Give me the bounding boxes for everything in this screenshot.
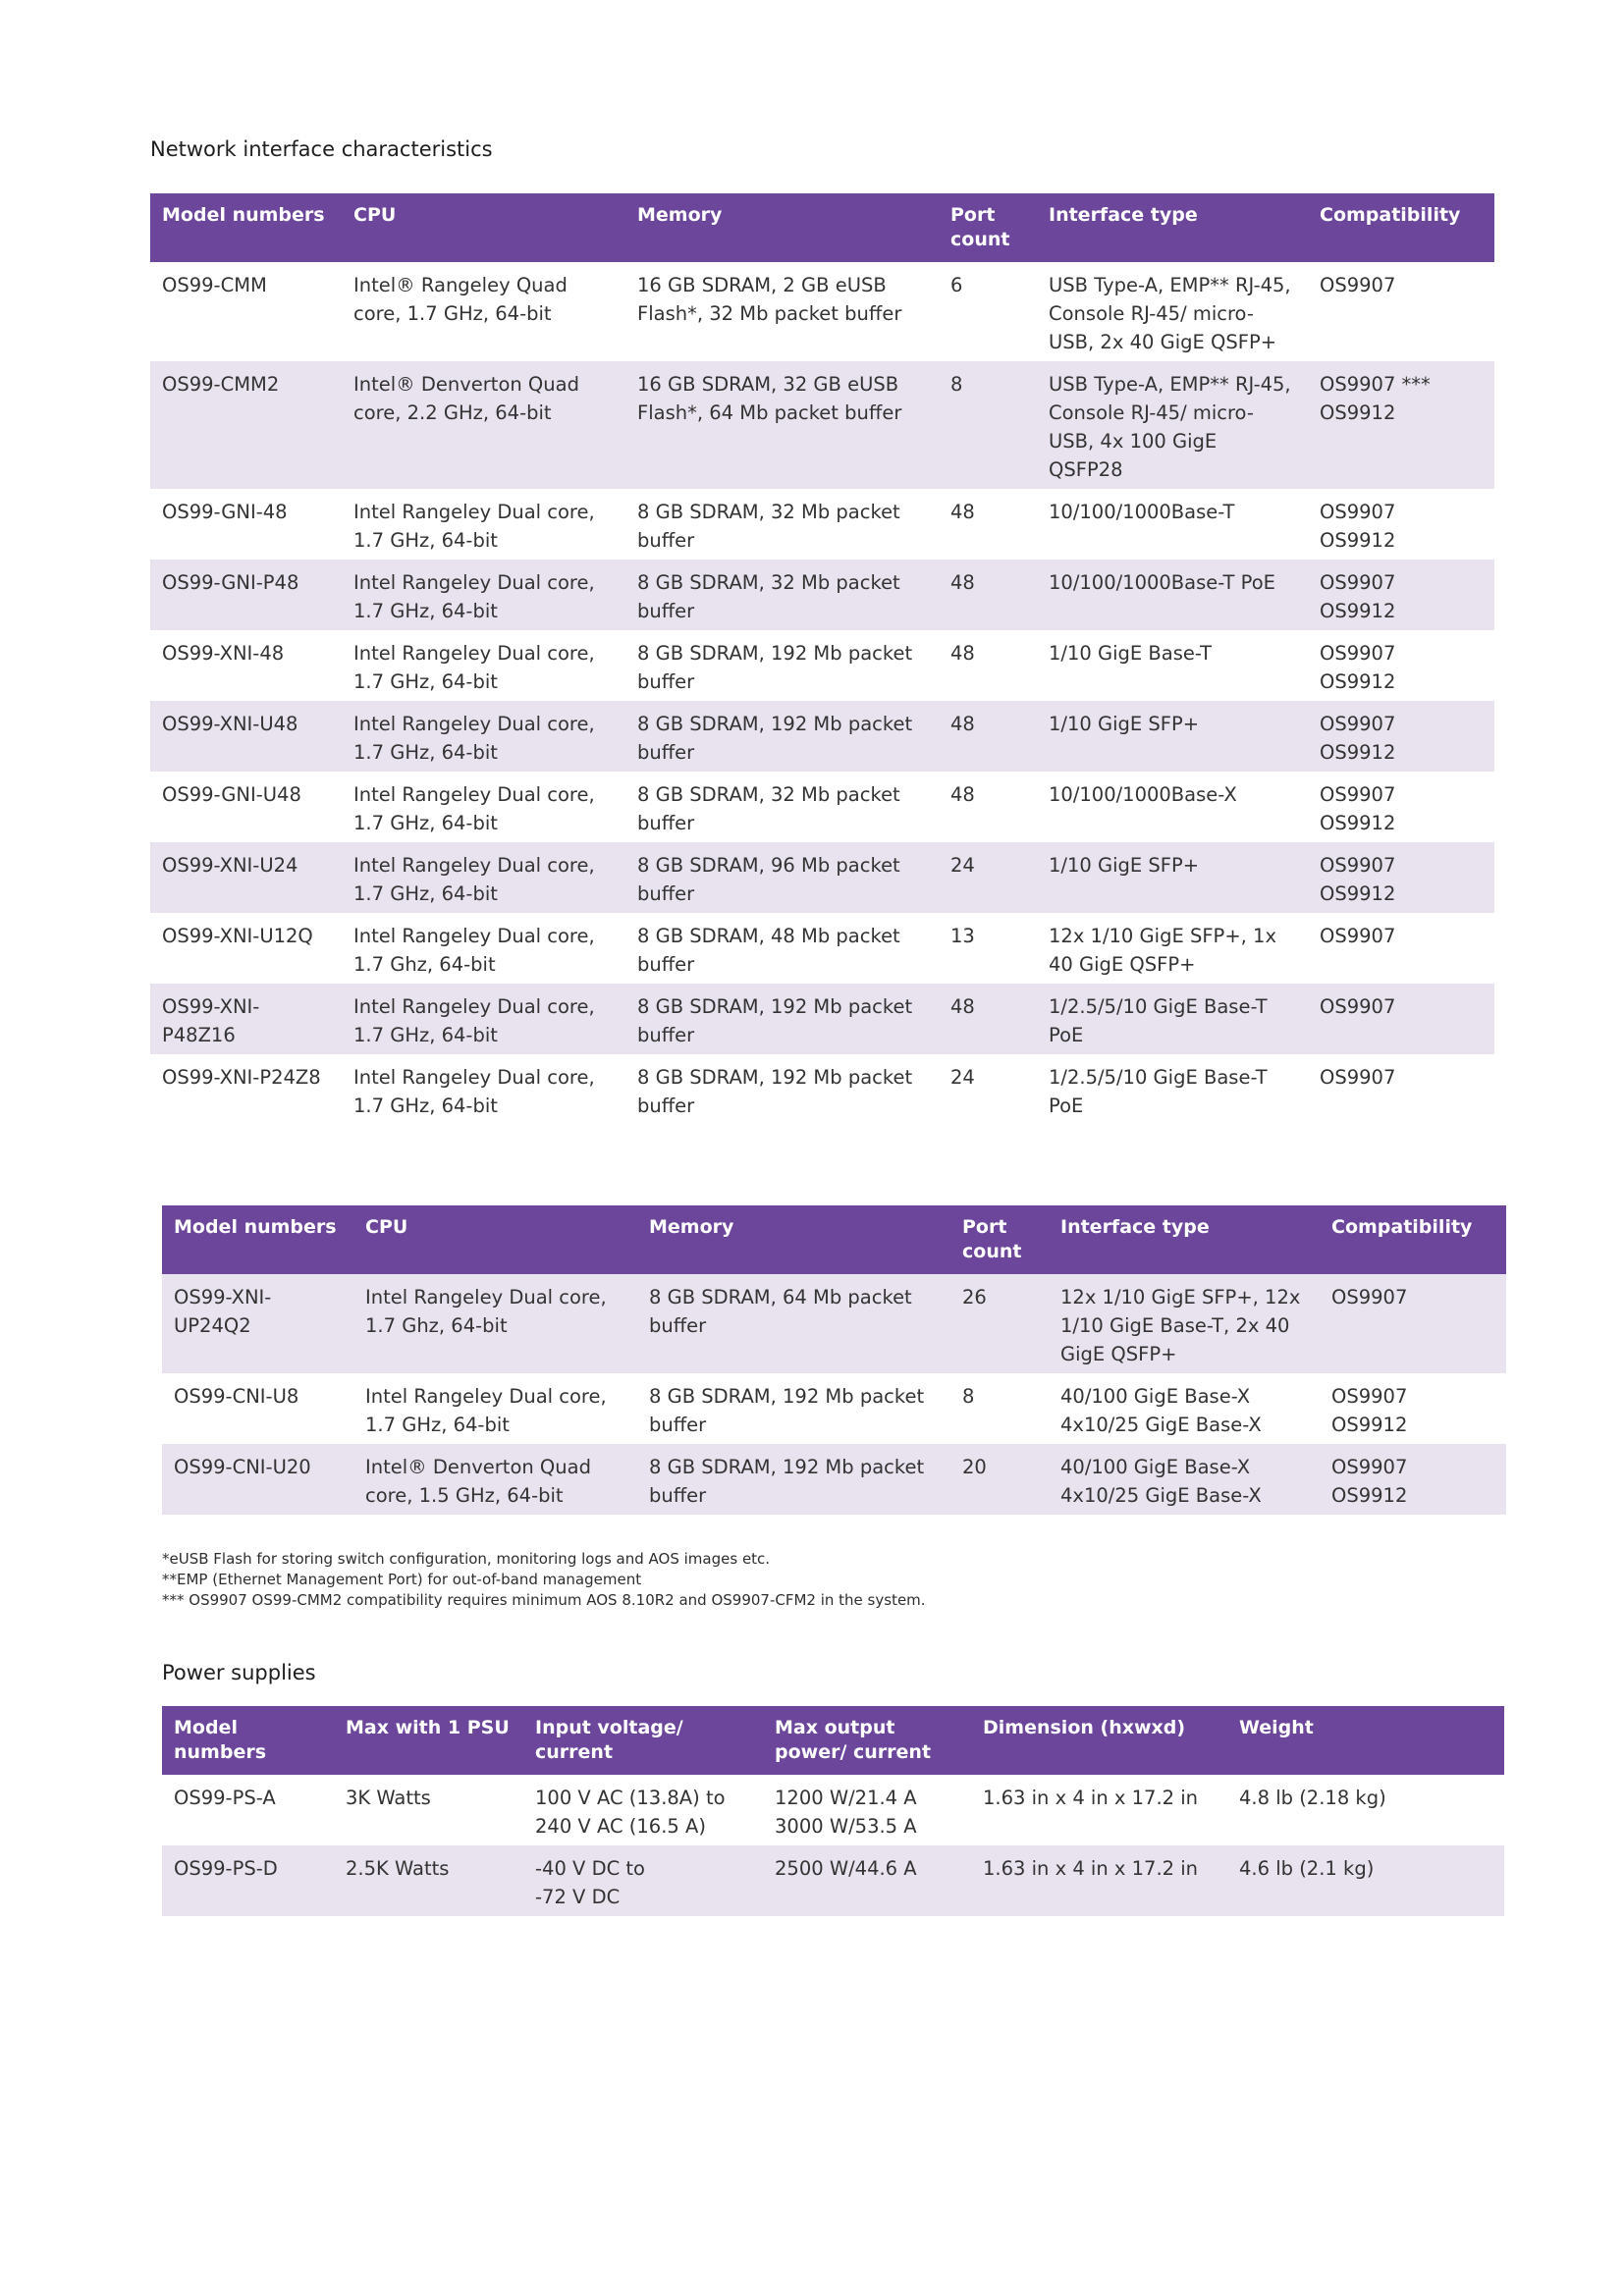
column-header: Weight [1227, 1706, 1504, 1775]
cell-cpu: Intel Rangeley Dual core, 1.7 GHz, 64-bit [353, 501, 595, 552]
cell-ports: 8 [939, 361, 1037, 489]
power-section-title: Power supplies [162, 1661, 316, 1684]
cell-dimension: 1.63 in x 4 in x 17.2 in [983, 1787, 1199, 1809]
cell-cpu: Intel Rangeley Dual core, 1.7 GHz, 64-bit [342, 842, 625, 913]
cell-cpu: Intel Rangeley Dual core, 1.7 GHz, 64-bit [342, 701, 625, 772]
network-table-1 [150, 193, 1494, 1125]
cell-interface: 1/10 GigE Base-T [1049, 642, 1213, 665]
table-header-row [162, 1205, 1506, 1274]
cell-cpu: Intel Rangeley Dual core, 1.7 Ghz, 64-bit [353, 1274, 637, 1373]
cell-max: 3K Watts [346, 1787, 431, 1809]
column-header: Model numbers [162, 1706, 334, 1775]
column-header: Dimension (hxwxd) [971, 1706, 1227, 1775]
column-header: Interface type [1037, 193, 1308, 262]
table-row [150, 701, 1494, 772]
cell-input: -40 V DC to -72 V DC [523, 1845, 763, 1916]
cell-interface: 1/2.5/5/10 GigE Base-T PoE [1037, 984, 1308, 1054]
table-row [162, 1845, 1504, 1916]
cell-memory: 8 GB SDRAM, 192 Mb packet buffer [637, 1066, 913, 1117]
cell-cpu: Intel Rangeley Dual core, 1.7 GHz, 64-bit [342, 560, 625, 630]
table-row [162, 1274, 1506, 1373]
cell-memory: 8 GB SDRAM, 96 Mb packet buffer [625, 842, 939, 913]
cell-interface: 1/10 GigE SFP+ [1037, 701, 1308, 772]
cell-input: 100 V AC (13.8A) to 240 V AC (16.5 A) [535, 1787, 726, 1838]
cell-memory: 16 GB SDRAM, 2 GB eUSB Flash*, 32 Mb packet buffer [637, 274, 902, 325]
cell-model: OS99-GNI-P48 [150, 560, 342, 630]
cell-ports: 48 [939, 560, 1037, 630]
cell-memory: 8 GB SDRAM, 192 Mb packet buffer [637, 642, 913, 693]
cell-model: OS99-XNI-P48Z16 [150, 984, 342, 1054]
table-row [150, 262, 1494, 361]
table-row [150, 361, 1494, 489]
cell-compat: OS9907 [1308, 984, 1494, 1054]
cell-ports: 48 [950, 642, 975, 665]
cell-memory: 8 GB SDRAM, 64 Mb packet buffer [637, 1274, 950, 1373]
cell-weight: 4.6 lb (2.1 kg) [1227, 1845, 1504, 1916]
cell-output: 2500 W/44.6 A [763, 1845, 971, 1916]
table-row [150, 489, 1494, 560]
cell-model: OS99-XNI-U48 [150, 701, 342, 772]
cell-compat: OS9907 OS9912 [1308, 701, 1494, 772]
cell-model: OS99-XNI-48 [162, 642, 285, 665]
cell-cpu: Intel® Rangeley Quad core, 1.7 GHz, 64-bit [353, 274, 568, 325]
cell-ports: 24 [939, 842, 1037, 913]
cell-compat: OS9907 OS9912 [1320, 1444, 1506, 1515]
cell-interface: 10/100/1000Base-X [1049, 783, 1237, 806]
cell-interface: 40/100 GigE Base-X 4x10/25 GigE Base-X [1049, 1444, 1320, 1515]
cell-interface: 12x 1/10 GigE SFP+, 12x 1/10 GigE Base-T, 2x 40 GigE QSFP+ [1049, 1274, 1320, 1373]
column-header: Max output power/ current [763, 1706, 971, 1775]
cell-interface: 10/100/1000Base-T [1049, 501, 1235, 523]
cell-max: 2.5K Watts [334, 1845, 523, 1916]
cell-model: OS99-GNI-U48 [162, 783, 301, 806]
cell-ports: 24 [950, 1066, 975, 1089]
cell-model: OS99-CNI-U8 [174, 1385, 299, 1408]
column-header: Compatibility [1308, 193, 1494, 262]
cell-cpu: Intel Rangeley Dual core, 1.7 GHz, 64-bit [365, 1385, 607, 1436]
cell-cpu: Intel Rangeley Dual core, 1.7 GHz, 64-bit [353, 642, 595, 693]
column-header: Port count [950, 1205, 1049, 1274]
cell-model: OS99-XNI-U24 [150, 842, 342, 913]
cell-ports: 8 [962, 1385, 975, 1408]
cell-compat: OS9907 OS9912 [1308, 560, 1494, 630]
column-header: Model numbers [150, 193, 342, 262]
power-table [162, 1706, 1504, 1916]
cell-dimension: 1.63 in x 4 in x 17.2 in [971, 1845, 1227, 1916]
cell-ports: 26 [950, 1274, 1049, 1373]
footnote: **EMP (Ethernet Management Port) for out-of-band management [162, 1571, 642, 1588]
column-header: CPU [353, 1205, 637, 1274]
cell-cpu: Intel Rangeley Dual core, 1.7 Ghz, 64-bit [353, 925, 595, 976]
column-header: Interface type [1049, 1205, 1320, 1274]
cell-compat: OS9907 OS9912 [1320, 642, 1396, 693]
footnote: *** OS9907 OS99-CMM2 compatibility requires minimum AOS 8.10R2 and OS9907-CFM2 in the system. [162, 1591, 926, 1609]
cell-compat: OS9907 [1320, 1066, 1396, 1089]
cell-compat: OS9907 OS9912 [1331, 1385, 1408, 1436]
cell-ports: 48 [950, 783, 975, 806]
cell-memory: 16 GB SDRAM, 32 GB eUSB Flash*, 64 Mb packet buffer [625, 361, 939, 489]
column-header: Max with 1 PSU [334, 1706, 523, 1775]
cell-model: OS99-GNI-48 [162, 501, 288, 523]
table-row [162, 1373, 1506, 1444]
cell-compat: OS9907 OS9912 [1320, 783, 1396, 834]
cell-ports: 48 [950, 501, 975, 523]
footnote: *eUSB Flash for storing switch configuration, monitoring logs and AOS images etc. [162, 1550, 771, 1568]
cell-memory: 8 GB SDRAM, 48 Mb packet buffer [637, 925, 900, 976]
table-header-row [150, 193, 1494, 262]
cell-model: OS99-XNI-P24Z8 [162, 1066, 321, 1089]
cell-interface: USB Type-A, EMP** RJ-45, Console RJ-45/ micro-USB, 2x 40 GigE QSFP+ [1049, 274, 1291, 353]
cell-compat: OS9907 *** OS9912 [1308, 361, 1494, 489]
cell-memory: 8 GB SDRAM, 32 Mb packet buffer [637, 783, 900, 834]
table-row [162, 1775, 1504, 1845]
column-header: Compatibility [1320, 1205, 1506, 1274]
table-row [150, 984, 1494, 1054]
cell-cpu: Intel® Denverton Quad core, 1.5 GHz, 64-bit [353, 1444, 637, 1515]
table-row [150, 560, 1494, 630]
cell-memory: 8 GB SDRAM, 192 Mb packet buffer [649, 1385, 925, 1436]
cell-cpu: Intel Rangeley Dual core, 1.7 GHz, 64-bit [342, 984, 625, 1054]
cell-memory: 8 GB SDRAM, 192 Mb packet buffer [637, 1444, 950, 1515]
cell-ports: 20 [950, 1444, 1049, 1515]
network-table-2 [162, 1205, 1506, 1515]
cell-cpu: Intel Rangeley Dual core, 1.7 GHz, 64-bit [353, 783, 595, 834]
cell-interface: USB Type-A, EMP** RJ-45, Console RJ-45/ micro-USB, 4x 100 GigE QSFP28 [1037, 361, 1308, 489]
column-header: Input voltage/ current [523, 1706, 763, 1775]
cell-memory: 8 GB SDRAM, 32 Mb packet buffer [637, 501, 900, 552]
cell-weight: 4.8 lb (2.18 kg) [1239, 1787, 1386, 1809]
cell-ports: 6 [950, 274, 963, 296]
table-row [150, 913, 1494, 984]
table-row [150, 842, 1494, 913]
cell-model: OS99-XNI-UP24Q2 [162, 1274, 353, 1373]
column-header: Memory [625, 193, 939, 262]
cell-memory: 8 GB SDRAM, 192 Mb packet buffer [625, 984, 939, 1054]
network-section-title: Network interface characteristics [150, 137, 493, 161]
table-row [150, 1054, 1494, 1125]
cell-interface: 40/100 GigE Base-X 4x10/25 GigE Base-X [1060, 1385, 1262, 1436]
table-row [150, 772, 1494, 842]
column-header: Port count [939, 193, 1037, 262]
cell-interface: 10/100/1000Base-T PoE [1037, 560, 1308, 630]
cell-cpu: Intel® Denverton Quad core, 2.2 GHz, 64-bit [342, 361, 625, 489]
cell-compat: OS9907 [1320, 1274, 1506, 1373]
table-header-row [162, 1706, 1504, 1775]
footnotes [162, 1549, 926, 1611]
column-header: Memory [637, 1205, 950, 1274]
cell-interface: 12x 1/10 GigE SFP+, 1x 40 GigE QSFP+ [1049, 925, 1277, 976]
cell-model: OS99-CMM [162, 274, 267, 296]
cell-interface: 1/10 GigE SFP+ [1037, 842, 1308, 913]
cell-compat: OS9907 [1320, 274, 1396, 296]
table-row [162, 1444, 1506, 1515]
cell-ports: 48 [939, 701, 1037, 772]
cell-compat: OS9907 [1320, 925, 1396, 947]
table-row [150, 630, 1494, 701]
cell-output: 1200 W/21.4 A 3000 W/53.5 A [775, 1787, 917, 1838]
cell-cpu: Intel Rangeley Dual core, 1.7 GHz, 64-bit [353, 1066, 595, 1117]
column-header: CPU [342, 193, 625, 262]
cell-ports: 13 [950, 925, 975, 947]
cell-model: OS99-CNI-U20 [162, 1444, 353, 1515]
cell-model: OS99-XNI-U12Q [162, 925, 313, 947]
cell-model: OS99-CMM2 [150, 361, 342, 489]
cell-compat: OS9907 OS9912 [1320, 501, 1396, 552]
cell-model: OS99-PS-D [162, 1845, 334, 1916]
cell-memory: 8 GB SDRAM, 192 Mb packet buffer [625, 701, 939, 772]
cell-interface: 1/2.5/5/10 GigE Base-T PoE [1049, 1066, 1268, 1117]
cell-model: OS99-PS-A [174, 1787, 276, 1809]
cell-memory: 8 GB SDRAM, 32 Mb packet buffer [625, 560, 939, 630]
column-header: Model numbers [162, 1205, 353, 1274]
cell-compat: OS9907 OS9912 [1308, 842, 1494, 913]
cell-ports: 48 [939, 984, 1037, 1054]
